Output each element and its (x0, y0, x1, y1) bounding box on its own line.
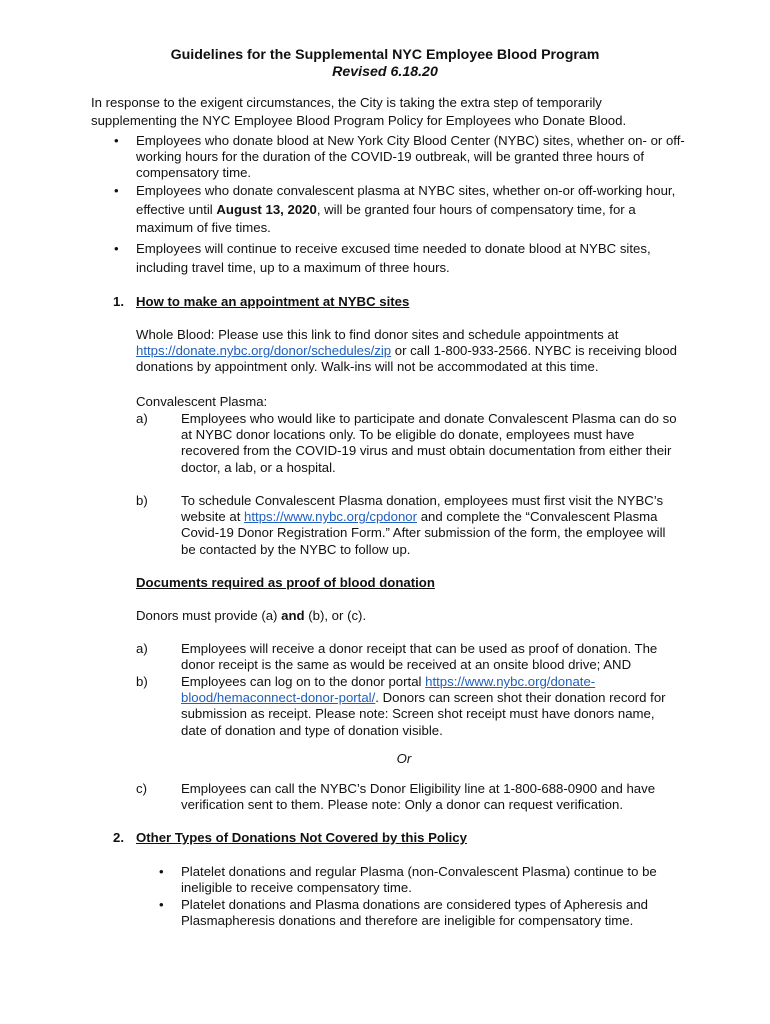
bullet-text: Platelet donations and regular Plasma (non-Convalescent Plasma) continue to be ineligible to receive compensatory time. (181, 864, 657, 896)
documents-heading: Documents required as proof of blood donation (136, 575, 435, 590)
item-text (181, 674, 681, 739)
item-text-start: To schedule Convalescent Plasma donation, employees must first visit the NYBC’s website at (181, 493, 664, 525)
or-separator: Or (396, 751, 412, 766)
section-number: 1. (113, 294, 124, 309)
bullet-icon: • (114, 241, 119, 256)
item-label: b) (136, 674, 148, 689)
section-title: Other Types of Donations Not Covered by this Policy (136, 830, 467, 845)
bullet-icon: • (114, 133, 119, 148)
bullet-deadline: August 13, 2020 (216, 201, 317, 217)
bullet-icon: • (159, 897, 164, 912)
item-label: a) (136, 411, 148, 426)
item-text: Employees who would like to participate and donate Convalescent Plasma can do so at NYBC donor locations only. To be eligible do donate, employees must have recovered from the COVID-19 virus and must obtain documentation from either their doctor, a lab, or a hospital. (181, 411, 677, 475)
item-text: Employees can call the NYBC’s Donor Eligibility line at 1-800-688-0900 and have verification sent to them. Please note: Only a donor can request verification. (181, 781, 656, 813)
bullet-text: , will be granted four hours of compensatory time, for a maximum of five times. (136, 201, 636, 235)
item-label: a) (136, 641, 148, 656)
bullet-text: Employees will continue to receive excused time needed to donate blood at NYBC sites, including travel time, up to a maximum of three hours. (136, 241, 651, 275)
item-text (181, 493, 681, 558)
item-label: c) (136, 781, 147, 796)
bullet-text: Employees who donate convalescent plasma at NYBC sites, whether on-or off-working hour, effective until (136, 183, 676, 217)
donors-and: and (281, 608, 305, 623)
item-text-end: and complete the “Convalescent Plasma Covid-19 Donor Registration Form.” After submission of the form, the employee will be contacted by the NYBC to follow up. (181, 509, 666, 557)
section-heading-other-donations (113, 830, 467, 846)
whole-blood-text: Whole Blood: Please use this link to find donor sites and schedule appointments at (136, 327, 619, 342)
document-item-b (136, 674, 684, 740)
revision-date: Revised 6.18.20 (332, 64, 438, 80)
bullet-apheresis (159, 897, 681, 929)
document-item-c (136, 781, 684, 814)
bullet-convalescent-plasma (114, 182, 691, 238)
cpdonor-link[interactable]: https://www.nybc.org/cpdonor (244, 509, 418, 525)
section-heading-appointment (113, 294, 409, 310)
bullet-platelet-ineligible (159, 864, 681, 896)
convalescent-item-b (136, 493, 684, 559)
whole-blood-text-end: or call 1-800-933-2566. NYBC is receiving blood donations by appointment only. Walk-ins will not be accommodated at this time. (136, 343, 678, 375)
item-label: b) (136, 493, 148, 508)
whole-blood-paragraph (136, 327, 684, 376)
section-title: How to make an appointment at NYBC sites (136, 294, 410, 309)
item-text-end: . Donors can screen shot their donation record for submission as receipt. Please note: Screen shot receipt must have donors name, date of donation and type of donation visible. (181, 690, 666, 738)
bullet-text: Employees who donate blood at New York City Blood Center (NYBC) sites, whether on- or off- working hours for the duration of the COVID-19 outbreak, will be granted three hours of compensatory time. (136, 133, 685, 181)
item-text: Employees will receive a donor receipt that can be used as proof of donation. The donor receipt is the same as would be received at an onsite blood drive; AND (181, 641, 658, 673)
section-number: 2. (113, 830, 124, 845)
donors-text-end: (b), or (c). (304, 608, 367, 623)
bullet-blood-donation (114, 133, 691, 182)
bullet-text: Platelet donations and Plasma donations are considered types of Apheresis and Plasmapheresis donations and therefore are ineligible for compensatory time. (181, 897, 648, 929)
bullet-excused-time (114, 240, 691, 277)
item-text-start: Employees can log on to the donor portal (181, 674, 426, 689)
donor-portal-link[interactable]: https://www.nybc.org/donate-blood/hemaconnect-donor-portal/ (181, 674, 596, 706)
convalescent-item-a (136, 411, 684, 477)
page-title: Guidelines for the Supplemental NYC Employee Blood Program (170, 47, 600, 63)
document-item-a (136, 641, 684, 674)
convalescent-heading: Convalescent Plasma: (136, 394, 268, 409)
donors-text: Donors must provide (a) (136, 608, 282, 623)
bullet-icon: • (114, 183, 119, 198)
schedule-link[interactable]: https://donate.nybc.org/donor/schedules/zip (136, 343, 392, 359)
bullet-icon: • (159, 864, 164, 879)
donors-provide-line (136, 608, 684, 624)
intro-paragraph: In response to the exigent circumstances, the City is taking the extra step of temporarily supplementing the NYC Employee Blood Program Policy for Employees who Donate Blood. (91, 95, 627, 128)
